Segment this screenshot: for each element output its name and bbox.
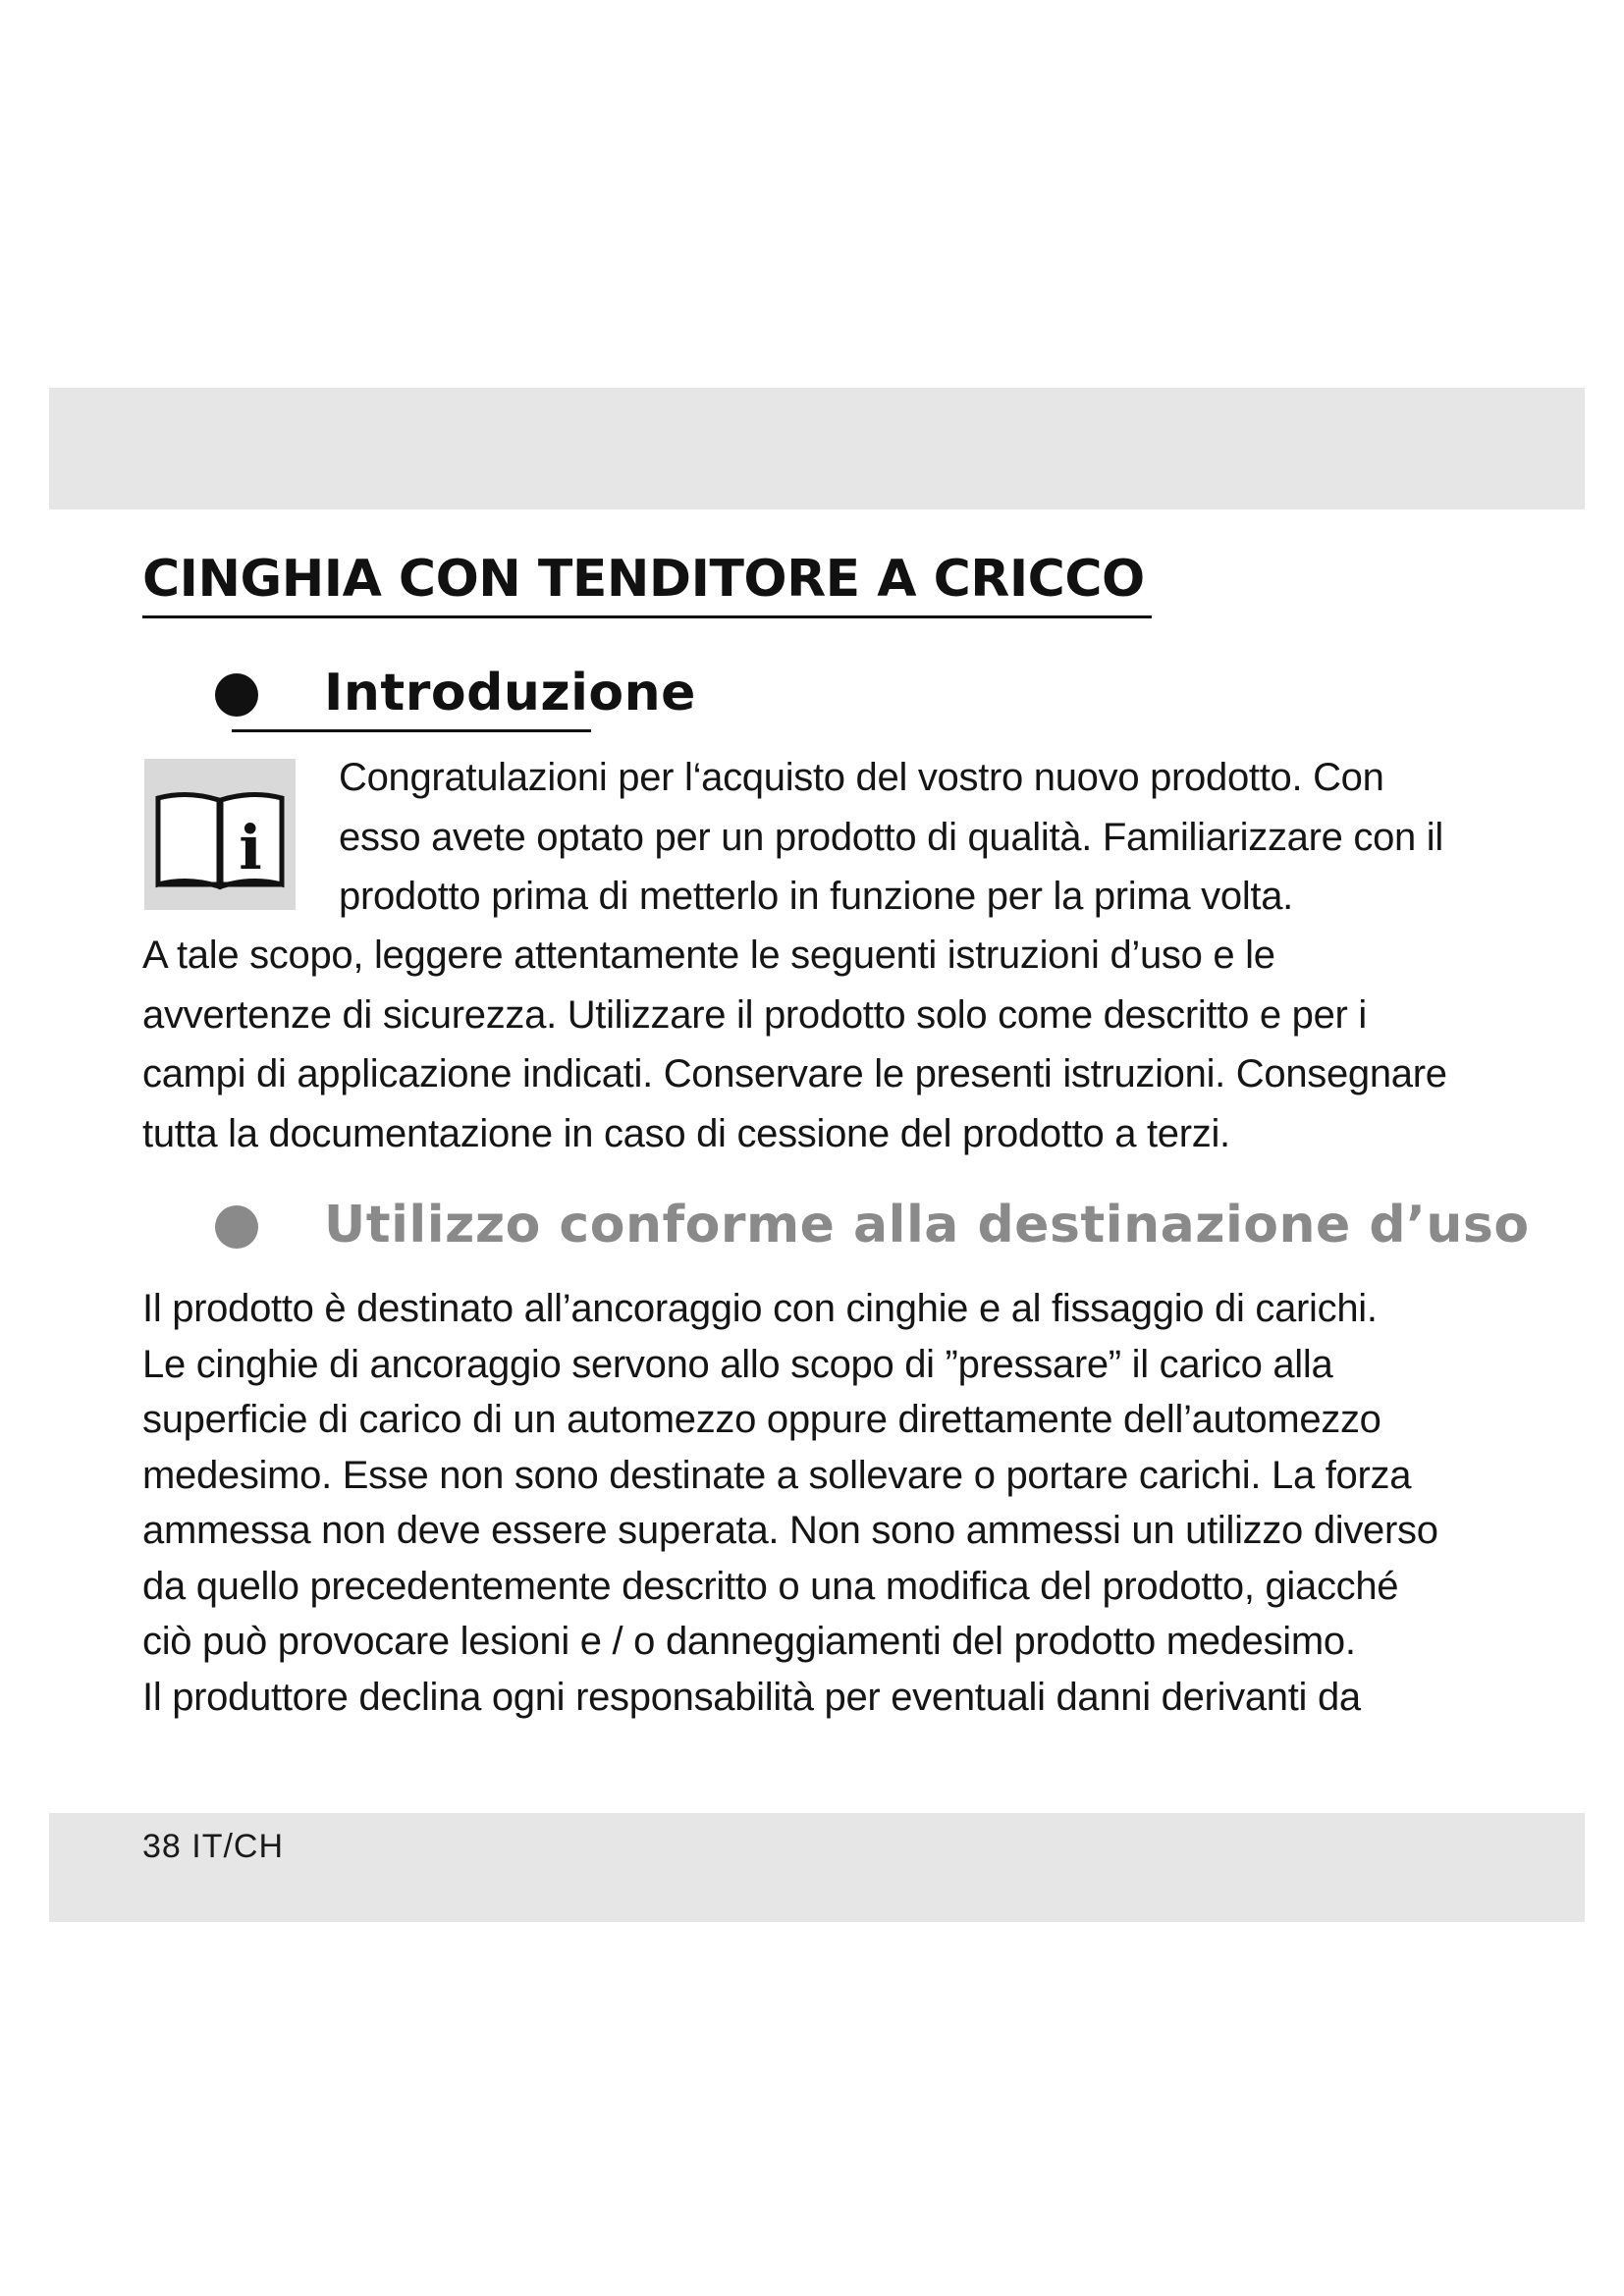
use-body-paragraph [142, 1281, 1438, 1725]
text-line: Il produttore declina ogni responsabilità per eventuali danni derivanti da [142, 1675, 1361, 1719]
section-bullet-icon [215, 673, 258, 717]
text-line: Il prodotto è destinato all’ancoraggio con cinghie e al fissaggio di carichi. [142, 1287, 1378, 1330]
title-underline [142, 615, 1152, 618]
text-line: A tale scopo, leggere attentamente le seguenti istruzioni d’uso e le [142, 934, 1275, 977]
text-line: superficie di carico di un automezzo oppure direttamente dell’automezzo [142, 1398, 1381, 1441]
text-line: esso avete optato per un prodotto di qualità. Familiarizzare con il [339, 815, 1443, 859]
header-band [49, 388, 1585, 509]
intro-lead-paragraph [339, 748, 1443, 927]
text-line: avvertenze di sicurezza. Utilizzare il prodotto solo come descritto e per i [142, 992, 1367, 1037]
section-heading-utilizzo: Utilizzo conforme alla destinazione d’uso [324, 1196, 1530, 1255]
text-line: medesimo. Esse non sono destinate a sollevare o portare carichi. La forza [142, 1453, 1412, 1497]
info-manual-icon [144, 759, 296, 910]
text-line: Le cinghie di ancoraggio servono allo scopo di ”pressare” il carico alla [142, 1342, 1333, 1386]
text-line: ciò può provocare lesioni e / o danneggiamenti del prodotto medesimo. [142, 1620, 1356, 1663]
section-heading-introduzione: Introduzione [324, 664, 696, 722]
text-line: tutta la documentazione in caso di cessione del prodotto a terzi. [142, 1111, 1230, 1155]
text-line: da quello precedentemente descritto o una modifica del prodotto, giacché [142, 1564, 1399, 1608]
section-bullet-icon [215, 1205, 258, 1249]
intro-body-paragraph [142, 926, 1447, 1163]
text-line: Congratulazioni per l‘acquisto del vostro nuovo prodotto. Con [339, 756, 1384, 799]
text-line: ammessa non deve essere superata. Non sono ammessi un utilizzo diverso [142, 1509, 1438, 1552]
text-line: campi di applicazione indicati. Conservare le presenti istruzioni. Consegnare [142, 1052, 1447, 1095]
text-line: prodotto prima di metterlo in funzione per la prima volta. [339, 875, 1293, 918]
page-number: 38 IT/CH [142, 1828, 285, 1865]
page-title: CINGHIA CON TENDITORE A CRICCO [142, 550, 1145, 609]
svg-text:i: i [239, 812, 262, 883]
section-underline [232, 729, 591, 732]
